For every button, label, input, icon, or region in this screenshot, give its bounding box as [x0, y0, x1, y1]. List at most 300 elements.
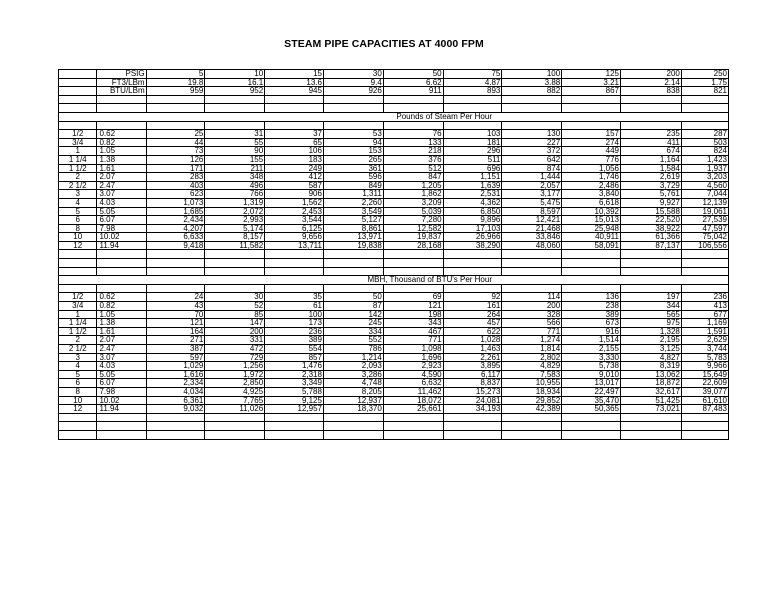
table-cell: [205, 267, 265, 276]
table-cell: [265, 430, 324, 439]
table-cell: 4.03: [97, 362, 146, 371]
table-cell: 2.07: [97, 336, 146, 345]
table-row: [59, 155, 729, 164]
table-cell: 40,911: [562, 233, 621, 242]
table-cell: 100: [265, 310, 324, 319]
table-cell: [443, 267, 502, 276]
table-cell: 106: [265, 147, 324, 156]
table-cell: 9,010: [562, 370, 621, 379]
table-cell: [562, 284, 621, 293]
table-cell: 2: [59, 173, 97, 182]
table-cell: [265, 284, 324, 293]
table-cell: 25: [146, 130, 205, 139]
table-row: [59, 138, 729, 147]
table-cell: 642: [502, 155, 562, 164]
table-cell: 5: [59, 370, 97, 379]
table-cell: 5.05: [97, 207, 146, 216]
table-cell: 1,685: [146, 207, 205, 216]
table-cell: [205, 422, 265, 431]
table-cell: 1 1/2: [59, 327, 97, 336]
table-cell: 92: [443, 293, 502, 302]
table-cell: 61: [265, 302, 324, 311]
table-cell: [681, 430, 728, 439]
table-cell: 882: [502, 87, 562, 96]
table-cell: [323, 267, 383, 276]
table-cell: 7,583: [502, 370, 562, 379]
table-cell: [323, 422, 383, 431]
table-cell: [383, 250, 443, 259]
table-cell: 287: [681, 130, 728, 139]
table-cell: 1,256: [205, 362, 265, 371]
table-cell: 6,632: [383, 379, 443, 388]
table-cell: 596: [323, 173, 383, 182]
table-cell: [205, 259, 265, 268]
table-cell: 5: [146, 70, 205, 79]
table-cell: 4,207: [146, 224, 205, 233]
table-cell: 3.88: [502, 78, 562, 87]
table-row: [59, 173, 729, 182]
table-cell: [443, 121, 502, 130]
table-cell: [146, 121, 205, 130]
table-cell: [383, 104, 443, 113]
table-cell: 25,948: [562, 224, 621, 233]
table-cell: 389: [562, 310, 621, 319]
table-cell: 565: [620, 310, 681, 319]
table-cell: [502, 104, 562, 113]
table-cell: 4,925: [205, 387, 265, 396]
table-cell: 22,497: [562, 387, 621, 396]
table-cell: 4,034: [146, 387, 205, 396]
table-cell: [383, 430, 443, 439]
table-cell: 12,139: [681, 198, 728, 207]
table-cell: [383, 121, 443, 130]
table-cell: 622: [443, 327, 502, 336]
table-cell: 8,157: [205, 233, 265, 242]
table-cell: [383, 259, 443, 268]
table-cell: 2,923: [383, 362, 443, 371]
table-cell: [681, 267, 728, 276]
header-row: [59, 70, 729, 79]
table-cell: 7,280: [383, 216, 443, 225]
table-cell: [383, 267, 443, 276]
table-cell: 729: [205, 353, 265, 362]
table-cell: 0.82: [97, 138, 146, 147]
table-row: [59, 147, 729, 156]
table-cell: [681, 121, 728, 130]
table-cell: [502, 121, 562, 130]
table-row: [59, 190, 729, 199]
table-cell: 15,273: [443, 387, 502, 396]
table-cell: 673: [562, 319, 621, 328]
table-cell: [562, 259, 621, 268]
table-cell: 566: [502, 319, 562, 328]
table-cell: 245: [323, 319, 383, 328]
table-cell: [443, 95, 502, 104]
table-cell: [59, 70, 97, 79]
table-cell: 10: [59, 396, 97, 405]
table-cell: [205, 121, 265, 130]
table-cell: [681, 422, 728, 431]
table-cell: [681, 413, 728, 422]
table-cell: [383, 413, 443, 422]
table-cell: 218: [383, 147, 443, 156]
table-cell: 164: [146, 327, 205, 336]
table-cell: 61,366: [620, 233, 681, 242]
table-cell: [502, 422, 562, 431]
table-cell: 1,584: [620, 164, 681, 173]
table-cell: 9,125: [265, 396, 324, 405]
table-cell: 12,421: [502, 216, 562, 225]
table-cell: 8,861: [323, 224, 383, 233]
steam-capacity-table: [58, 69, 729, 440]
table-cell: 2.47: [97, 181, 146, 190]
table-cell: 1 1/4: [59, 319, 97, 328]
table-cell: 343: [383, 319, 443, 328]
table-cell: 250: [681, 70, 728, 79]
table-cell: 13,971: [323, 233, 383, 242]
table-cell: 3,286: [323, 370, 383, 379]
table-cell: 1,073: [146, 198, 205, 207]
table-row: [59, 293, 729, 302]
table-cell: 766: [205, 190, 265, 199]
table-row: [59, 370, 729, 379]
table-row: [59, 181, 729, 190]
table-cell: [59, 250, 97, 259]
table-cell: [562, 121, 621, 130]
table-cell: 34,193: [443, 405, 502, 414]
table-cell: 3,544: [265, 216, 324, 225]
table-cell: [681, 104, 728, 113]
table-cell: 8: [59, 387, 97, 396]
table-cell: [620, 413, 681, 422]
table-cell: 8,319: [620, 362, 681, 371]
table-cell: 1,746: [562, 173, 621, 182]
table-row: [59, 336, 729, 345]
table-cell: 1.05: [97, 310, 146, 319]
table-cell: 857: [265, 353, 324, 362]
table-cell: [265, 422, 324, 431]
table-cell: 821: [681, 87, 728, 96]
table-cell: 696: [443, 164, 502, 173]
table-cell: 211: [205, 164, 265, 173]
table-cell: 50: [323, 293, 383, 302]
table-cell: 5,783: [681, 353, 728, 362]
table-cell: 372: [502, 147, 562, 156]
table-cell: [443, 413, 502, 422]
table-cell: [146, 284, 205, 293]
table-cell: 5,761: [620, 190, 681, 199]
table-cell: 31: [205, 130, 265, 139]
table-cell: 19,061: [681, 207, 728, 216]
table-cell: [562, 267, 621, 276]
table-cell: 1,151: [443, 173, 502, 182]
table-cell: 130: [502, 130, 562, 139]
table-cell: 87: [323, 302, 383, 311]
table-cell: 200: [620, 70, 681, 79]
table-cell: 9,927: [620, 198, 681, 207]
table-cell: 6,850: [443, 207, 502, 216]
table-cell: [502, 267, 562, 276]
table-cell: 87,137: [620, 241, 681, 250]
table-cell: 271: [146, 336, 205, 345]
table-cell: 236: [681, 293, 728, 302]
table-cell: [323, 430, 383, 439]
table-cell: 3.07: [97, 353, 146, 362]
blank-row: [59, 104, 729, 113]
section-caption-row: [59, 276, 729, 285]
table-cell: 348: [205, 173, 265, 182]
table-cell: 512: [383, 164, 443, 173]
table-cell: 37: [265, 130, 324, 139]
table-cell: [620, 284, 681, 293]
table-cell: 8,837: [443, 379, 502, 388]
table-cell: 197: [620, 293, 681, 302]
table-row: [59, 345, 729, 354]
table-cell: PSIG: [97, 70, 146, 79]
table-cell: 51,425: [620, 396, 681, 405]
table-cell: 28,168: [383, 241, 443, 250]
table-cell: 13.6: [265, 78, 324, 87]
table-cell: 467: [383, 327, 443, 336]
table-row: [59, 327, 729, 336]
table-cell: [443, 430, 502, 439]
table-cell: 125: [562, 70, 621, 79]
blank-row: [59, 250, 729, 259]
table-cell: 15: [265, 70, 324, 79]
table-cell: 3,349: [265, 379, 324, 388]
table-cell: 1.38: [97, 319, 146, 328]
table-row: [59, 396, 729, 405]
table-cell: 5,738: [562, 362, 621, 371]
table-cell: 200: [205, 327, 265, 336]
table-cell: 2.47: [97, 345, 146, 354]
table-cell: 19.8: [146, 78, 205, 87]
table-cell: 1.61: [97, 327, 146, 336]
table-cell: 926: [323, 87, 383, 96]
table-cell: 0.62: [97, 130, 146, 139]
table-cell: 161: [443, 302, 502, 311]
table-row: [59, 379, 729, 388]
table-cell: 503: [681, 138, 728, 147]
table-cell: 35: [265, 293, 324, 302]
table-cell: 73,021: [620, 405, 681, 414]
table-cell: [620, 250, 681, 259]
table-cell: 3,209: [383, 198, 443, 207]
table-cell: 12: [59, 241, 97, 250]
table-cell: 24,081: [443, 396, 502, 405]
table-cell: 1,311: [323, 190, 383, 199]
table-row: [59, 216, 729, 225]
table-cell: 147: [205, 319, 265, 328]
table-cell: 3,840: [562, 190, 621, 199]
table-cell: 1,972: [205, 370, 265, 379]
table-cell: 19,838: [323, 241, 383, 250]
table-cell: 198: [383, 310, 443, 319]
table-cell: 2,619: [620, 173, 681, 182]
table-cell: 623: [146, 190, 205, 199]
table-cell: 1,029: [146, 362, 205, 371]
table-cell: 249: [265, 164, 324, 173]
table-row: [59, 310, 729, 319]
table-cell: [265, 250, 324, 259]
table-cell: 6,125: [265, 224, 324, 233]
table-cell: [205, 250, 265, 259]
table-cell: [562, 430, 621, 439]
table-cell: 12,937: [323, 396, 383, 405]
table-cell: 16.1: [205, 78, 265, 87]
table-cell: 2.07: [97, 173, 146, 182]
table-cell: 1.38: [97, 155, 146, 164]
table-cell: [265, 259, 324, 268]
table-cell: [97, 259, 146, 268]
table-cell: 4,748: [323, 379, 383, 388]
table-cell: 952: [205, 87, 265, 96]
table-cell: 2 1/2: [59, 181, 97, 190]
table-row: [59, 302, 729, 311]
table-cell: [681, 250, 728, 259]
header-row: [59, 78, 729, 87]
section-caption: Pounds of Steam Per Hour: [59, 112, 729, 121]
table-cell: [383, 284, 443, 293]
table-cell: 11.94: [97, 405, 146, 414]
table-cell: [443, 284, 502, 293]
table-cell: 2.14: [620, 78, 681, 87]
table-cell: 13,711: [265, 241, 324, 250]
table-cell: 1,562: [265, 198, 324, 207]
table-cell: [443, 422, 502, 431]
table-cell: 893: [443, 87, 502, 96]
table-cell: 24: [146, 293, 205, 302]
table-cell: 5,788: [265, 387, 324, 396]
table-row: [59, 353, 729, 362]
table-cell: [562, 95, 621, 104]
table-cell: 69: [383, 293, 443, 302]
table-cell: 1: [59, 310, 97, 319]
table-cell: 3: [59, 190, 97, 199]
table-cell: 674: [620, 147, 681, 156]
table-cell: 2,318: [265, 370, 324, 379]
table-cell: [323, 413, 383, 422]
table-cell: 328: [502, 310, 562, 319]
table-cell: 387: [146, 345, 205, 354]
table-cell: 389: [265, 336, 324, 345]
table-cell: 2,993: [205, 216, 265, 225]
table-cell: 1,862: [383, 190, 443, 199]
blank-row: [59, 284, 729, 293]
table-cell: 173: [265, 319, 324, 328]
table-cell: [681, 259, 728, 268]
table-cell: 100: [502, 70, 562, 79]
table-cell: 18,872: [620, 379, 681, 388]
table-cell: 236: [265, 327, 324, 336]
table-cell: 43: [146, 302, 205, 311]
table-cell: 472: [205, 345, 265, 354]
table-cell: 42,389: [502, 405, 562, 414]
table-cell: 75: [443, 70, 502, 79]
table-cell: 6: [59, 379, 97, 388]
table-cell: [97, 121, 146, 130]
table-cell: 12,957: [265, 405, 324, 414]
table-cell: 200: [502, 302, 562, 311]
table-cell: 264: [443, 310, 502, 319]
table-cell: 6.62: [383, 78, 443, 87]
table-cell: 10,955: [502, 379, 562, 388]
table-cell: [59, 78, 97, 87]
table-cell: [502, 413, 562, 422]
table-cell: 1.05: [97, 147, 146, 156]
table-cell: [97, 284, 146, 293]
table-cell: 26,966: [443, 233, 502, 242]
table-cell: 48,060: [502, 241, 562, 250]
table-cell: [620, 104, 681, 113]
table-cell: 142: [323, 310, 383, 319]
table-cell: 9,656: [265, 233, 324, 242]
table-cell: 4,829: [502, 362, 562, 371]
table-cell: [265, 121, 324, 130]
table-cell: 5: [59, 207, 97, 216]
table-cell: [97, 104, 146, 113]
table-cell: 3,895: [443, 362, 502, 371]
table-cell: 4,560: [681, 181, 728, 190]
table-cell: 2,486: [562, 181, 621, 190]
table-cell: 103: [443, 130, 502, 139]
table-cell: 6.07: [97, 379, 146, 388]
table-cell: 53: [323, 130, 383, 139]
table-cell: 1,639: [443, 181, 502, 190]
table-cell: 10,392: [562, 207, 621, 216]
table-cell: 136: [562, 293, 621, 302]
table-cell: 33,846: [502, 233, 562, 242]
table-cell: 1,164: [620, 155, 681, 164]
table-cell: [562, 422, 621, 431]
table-cell: 1,169: [681, 319, 728, 328]
table-cell: [443, 104, 502, 113]
section-caption: MBH, Thousand of BTU's Per Hour: [59, 276, 729, 285]
table-cell: 552: [323, 336, 383, 345]
table-cell: 9,418: [146, 241, 205, 250]
table-cell: 1,028: [443, 336, 502, 345]
table-cell: 50,365: [562, 405, 621, 414]
table-cell: 0.62: [97, 293, 146, 302]
table-cell: 296: [443, 147, 502, 156]
table-cell: 1,205: [383, 181, 443, 190]
table-cell: [323, 250, 383, 259]
table-cell: 90: [205, 147, 265, 156]
table-cell: 2 1/2: [59, 345, 97, 354]
table-cell: 133: [383, 138, 443, 147]
blank-row: [59, 95, 729, 104]
table-cell: 1/2: [59, 293, 97, 302]
table-cell: 344: [620, 302, 681, 311]
table-cell: 274: [562, 138, 621, 147]
table-cell: 411: [620, 138, 681, 147]
table-cell: 3/4: [59, 138, 97, 147]
table-cell: 10: [205, 70, 265, 79]
table-cell: [97, 267, 146, 276]
table-row: [59, 241, 729, 250]
table-cell: 4.03: [97, 198, 146, 207]
table-cell: 1,937: [681, 164, 728, 173]
table-cell: 597: [146, 353, 205, 362]
page-title: STEAM PIPE CAPACITIES AT 4000 FPM: [284, 38, 484, 50]
table-cell: 1,814: [502, 345, 562, 354]
table-cell: 975: [620, 319, 681, 328]
table-cell: 2,195: [620, 336, 681, 345]
table-row: [59, 362, 729, 371]
table-cell: 3,729: [620, 181, 681, 190]
table-cell: 1,056: [562, 164, 621, 173]
table-cell: [265, 104, 324, 113]
